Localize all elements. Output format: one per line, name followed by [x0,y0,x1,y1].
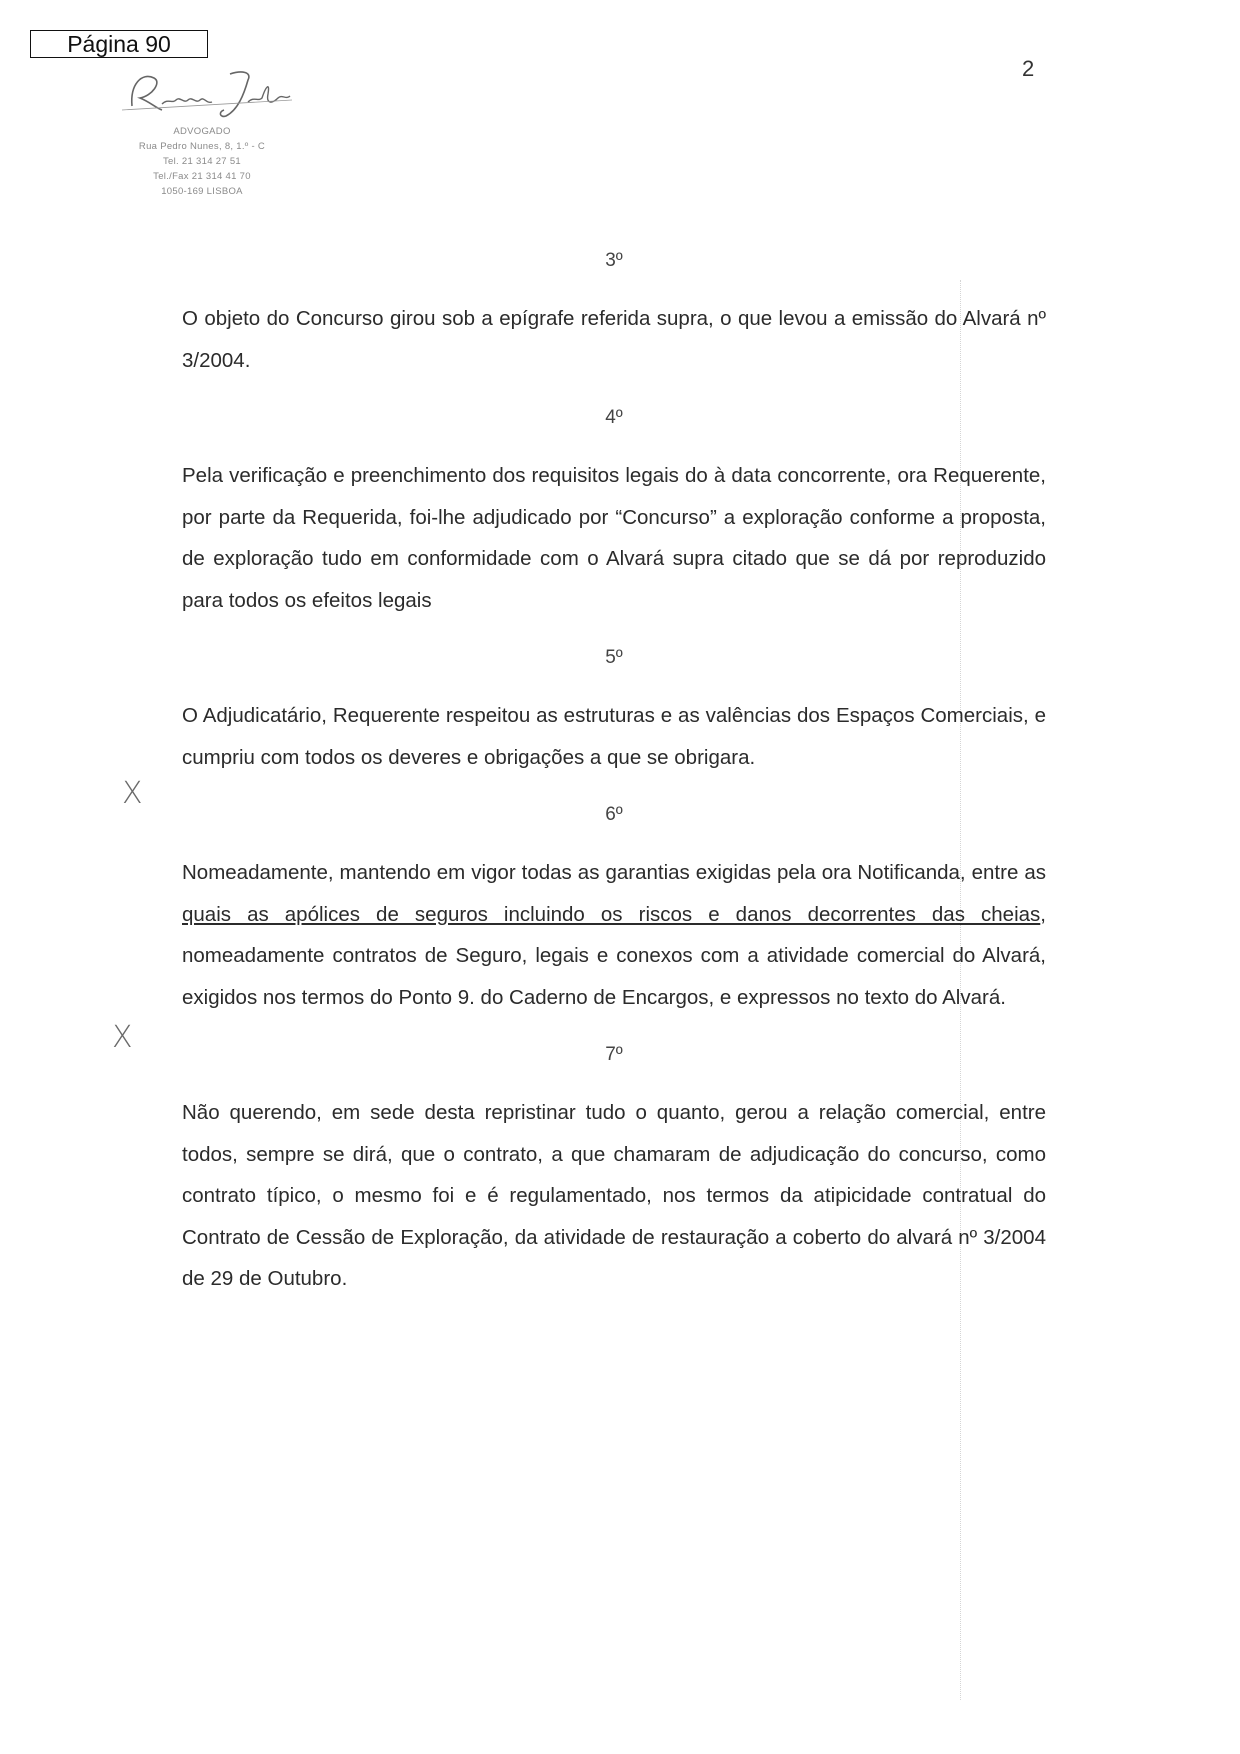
article-text-part: , nomeadamente contratos de Seguro, legais e conexos com a atividade comercial do Alvará, exigidos nos termos do Ponto 9. do Caderno de Encargos, e expressos no texto do Alvará. [182,902,1046,1009]
letterhead [92,64,312,199]
article-text: Não querendo, em sede desta repristinar tudo o quanto, gerou a relação comercial, entre todos, sempre se dirá, que o contrato, a que chamaram de adjudicação do concurso, como contrato típico, o mesmo foi e é regulamentado, nos termos da atipicidade contratual do Contrato de Cessão de Exploração, da atividade de restauração a coberto do alvará nº 3/2004 de 29 de Outubro. [182,1101,1046,1290]
article-text: Pela verificação e preenchimento dos requisitos legais do à data concorrente, ora Requerente, por parte da Requerida, foi-lhe adjudicado por “Concurso” a exploração conforme a proposta, de exploração tudo em conformidade com o Alvará supra citado que se dá por reproduzido para todos os efeitos legais [182,464,1046,612]
signature-logo-icon [102,64,302,124]
margin-x-mark: X [112,1020,133,1055]
underlined-text: quais as apólices de seguros incluindo os riscos e danos decorrentes das cheias [182,902,1041,926]
letterhead-address: Rua Pedro Nunes, 8, 1.º - C [138,141,266,152]
article-text: O Adjudicatário, Requerente respeitou as estruturas e as valências dos Espaços Comerciais, e cumpriu com todos os deveres e obrigações a que se obrigara. [182,704,1046,769]
letterhead-fax: Tel./Fax 21 314 41 70 [153,171,251,182]
article-number: 6º [605,804,623,825]
article-number: 3º [605,250,623,271]
letterhead-phone: Tel. 21 314 27 51 [163,156,241,167]
article-text-part: Nomeadamente, mantendo em vigor todas as garantias exigidas pela ora Notificanda, entre as [182,861,1046,884]
article-text [182,852,1046,1018]
document-body [182,250,1046,1326]
article-number: 7º [605,1044,623,1065]
margin-x-mark: X [122,776,143,811]
page-label: Página 90 [30,30,208,58]
article-text: O objeto do Concurso girou sob a epígrafe referida supra, o que levou a emissão do Alvará nº 3/2004. [182,307,1046,372]
article-number: 5º [605,647,623,668]
article-number: 4º [605,407,623,428]
page-number: 2 [1022,56,1035,81]
letterhead-title: ADVOGADO [173,126,231,137]
letterhead-city: 1050-169 LISBOA [161,186,243,197]
